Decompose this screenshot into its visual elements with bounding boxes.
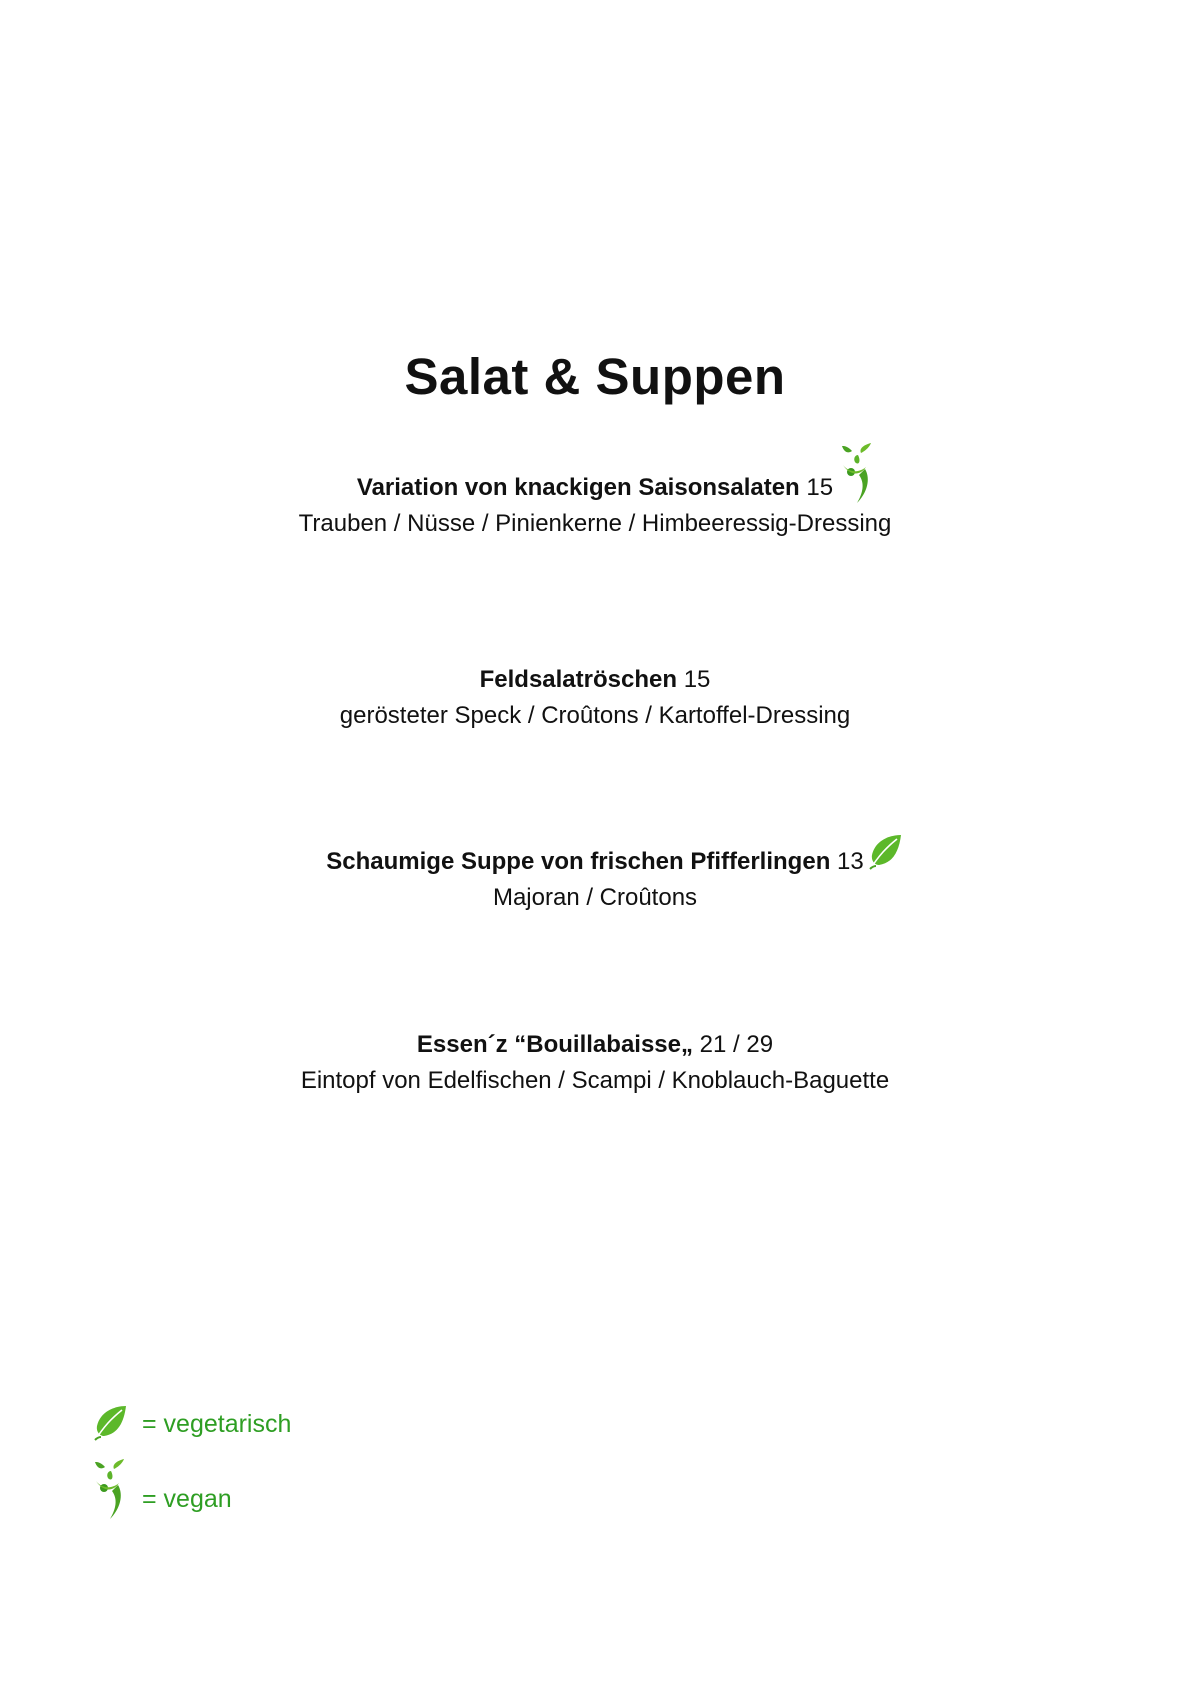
item-description: gerösteter Speck / Croûtons / Kartoffel-Dressing — [339, 702, 851, 729]
item-name: Essen´z “Bouillabaisse„ — [416, 1031, 693, 1058]
item-name: Variation von knackigen Saisonsalaten — [356, 474, 800, 501]
item-name: Feldsalatröschen — [479, 666, 678, 693]
item-price: 13 — [837, 848, 864, 875]
vegetarian-leaf-icon — [867, 833, 903, 873]
vegan-sprout-icon — [839, 443, 875, 505]
legend-vegan-label: = vegan — [142, 1485, 232, 1513]
item-description: Majoran / Croûtons — [492, 884, 698, 911]
item-description: Trauben / Nüsse / Pinienkerne / Himbeeressig-Dressing — [298, 510, 892, 537]
legend-vegetarian-label: = vegetarisch — [142, 1410, 292, 1438]
item-price: 21 / 29 — [699, 1031, 774, 1058]
menu-item — [0, 1027, 1190, 1099]
item-heading — [0, 844, 1190, 880]
item-heading — [0, 1027, 1190, 1063]
vegetarian-leaf-icon — [92, 1404, 128, 1444]
page-title: Salat & Suppen — [404, 348, 786, 405]
menu-item — [0, 844, 1190, 916]
item-price: 15 — [806, 474, 834, 501]
item-heading — [0, 470, 1190, 506]
menu-item — [0, 662, 1190, 734]
menu-item — [0, 470, 1190, 542]
item-description: Eintopf von Edelfischen / Scampi / Knoblauch-Baguette — [300, 1067, 890, 1094]
item-heading — [0, 662, 1190, 698]
item-name: Schaumige Suppe von frischen Pfifferlingen — [326, 848, 831, 875]
item-price: 15 — [683, 666, 711, 693]
vegan-sprout-icon — [92, 1459, 128, 1521]
